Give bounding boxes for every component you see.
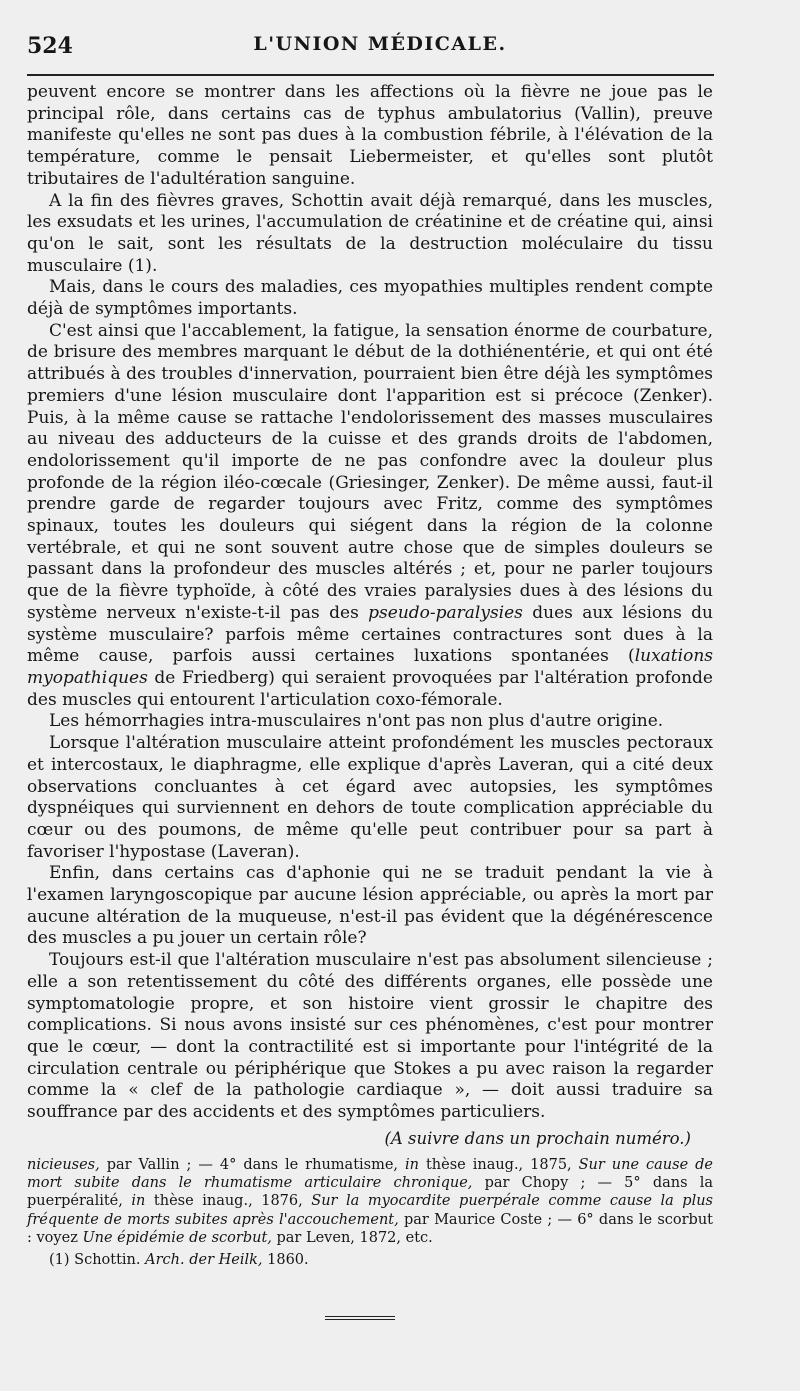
- fn-italic-a: nicieuses,: [27, 1157, 100, 1173]
- fn-italic-e: Sur la myocardite puerpérale comme cause la plus fréquente de morts subites après l'accouchement,: [27, 1193, 713, 1228]
- fn-text-a: par Vallin ; — 4° dans le rhumatisme,: [99, 1157, 406, 1173]
- fn-italic-f: Une épidémie de scorbut,: [82, 1229, 272, 1246]
- fn-text-f: par Leven, 1872, etc.: [271, 1229, 433, 1246]
- paragraph-3: Mais, dans le cours des maladies, ces myopathies multiples rendent compte déjà de symptômes importants.: [27, 277, 713, 320]
- footnote-1: [27, 1251, 713, 1269]
- paragraph-2: A la fin des fièvres graves, Schottin avait déjà remarqué, dans les muscles, les exsudats et les urines, l'accumulation de créatinine et de créatine qui, ainsi qu'on le sait, sont les résultats de la destruction moléculaire du tissu musculaire (1).: [27, 190, 713, 276]
- to-be-continued: (A suivre dans un prochain numéro.): [384, 1128, 691, 1148]
- luxations-myopathiques-term: luxations myopathiques: [27, 646, 713, 688]
- footnote-continued: [27, 1156, 713, 1247]
- paragraph-6: Lorsque l'altération musculaire atteint profondément les muscles pectoraux et intercostaux, le diaphragme, elle explique d'après Laveran, qui a cité deux observations concluantes à cet égard avec autopsies, les symptômes dyspnéiques qui surviennent en dehors de toute complication appréciable du cœur ou des poumons, de même qu'elle peut contribuer pour sa part à favoriser l'hypostase (Laveran).: [27, 733, 713, 862]
- fn-italic-b: in: [405, 1157, 419, 1173]
- paragraph-7: Enfin, dans certains cas d'aphonie qui ne se traduit pendant la vie à l'examen laryngoscopique par aucune lésion appréciable, ou après la mort par aucune altération de la muqueuse, n'est-il pas évident que la dégénérescence des muscles a pu jouer un certain rôle?: [27, 863, 713, 949]
- header-rule: [27, 74, 714, 76]
- paragraph-8: Toujours est-il que l'altération musculaire n'est pas absolument silencieuse ; elle a son retentissement du côté des différents organes, elle possède une symptomatologie propre, et son histoire vient grossir le chapitre des complications. Si nous avons insisté sur ces phénomènes, c'est pour montrer que le cœur, — dont la contractilité est si importante pour l'intégrité de la circulation centrale ou périphérique que Stokes a pu avec raison la regarder comme la « clef de la pathologie cardiaque », — doit aussi traduire sa souffrance par des accidents et des symptômes particuliers.: [27, 950, 713, 1123]
- page-end-rule: [325, 1316, 395, 1320]
- paragraph-1: peuvent encore se montrer dans les affections où la fièvre ne joue pas le principal rôle, dans certains cas de typhus ambulatorius (Vallin), preuve manifeste qu'elles ne sont pas dues à la combustion fébrile, à l'élévation de la température, comme le pensait Liebermeister, et qu'elles sont plutôt tributaires de l'adultération sanguine.: [27, 82, 713, 189]
- page-header: [27, 30, 713, 62]
- footnotes: [27, 1156, 713, 1269]
- fn-italic-c: Sur une cause de mort subite dans le rhumatisme articulaire chronique,: [27, 1157, 713, 1192]
- fn-text-b: thèse inaug., 1875,: [419, 1157, 579, 1173]
- fn-text-d: thèse inaug., 1876,: [145, 1193, 312, 1210]
- paragraph-5: Les hémorrhagies intra-musculaires n'ont pas non plus d'autre origine.: [49, 711, 664, 732]
- footnote-1-year: 1860.: [262, 1252, 309, 1269]
- footnote-1-journal: Arch. der Heilk,: [145, 1252, 263, 1269]
- page-number: 524: [27, 33, 73, 59]
- article-body: [27, 82, 713, 1149]
- footnote-1-text-a: (1) Schottin.: [49, 1252, 146, 1269]
- pseudo-paralysies-term: pseudo-paralysies: [368, 602, 523, 623]
- fn-text-c: par Chopy ; — 5° dans la puerpéralité,: [27, 1175, 714, 1210]
- fn-text-e: par Maurice Coste ; — 6° dans le scorbut : voyez: [27, 1211, 713, 1246]
- paragraph-4-text-c: de Friedberg) qui seraient provoquées par l'altération profonde des muscles qui entourent l'articulation coxo-fémorale.: [27, 667, 713, 710]
- paragraph-4-text-b: dues aux lésions du système musculaire? parfois même certaines contractures sont dues à la même cause, parfois aussi certaines luxations spontanées (: [27, 602, 713, 667]
- fn-italic-d: in: [131, 1193, 146, 1210]
- running-title: L'UNION MÉDICALE.: [253, 33, 507, 55]
- paragraph-4: [27, 321, 713, 712]
- paragraph-4-text-a: C'est ainsi que l'accablement, la fatigue, la sensation énorme de courbature, de brisure des membres marquant le début de la dothiénentérie, et qui ont été attribués à des troubles d'innervation, pourraient bien être déjà les symptômes premiers d'une lésion musculaire dont l'apparition est si précoce (Zenker). Puis, à la même cause se rattache l'endolorissement des masses musculaires au niveau des adducteurs de la cuisse et des grands droits de l'abdomen, endolorissement qu'il importe de ne pas confondre avec la douleur plus profonde de la région iléo-cœcale (Griesinger, Zenker). De même aussi, faut-il prendre garde de regarder toujours avec Fritz, comme des symptômes spinaux, toutes les douleurs qui siégent dans la région de la colonne vertébrale, et qui ne sont souvent autre chose que de simples douleurs se passant dans la profondeur des muscles altérés ; et, pour ne parler toujours que de la fièvre typhoïde, à côté des vraies paralysies dues à des lésions du système nerveux n'existe-t-il pas des: [27, 320, 713, 623]
